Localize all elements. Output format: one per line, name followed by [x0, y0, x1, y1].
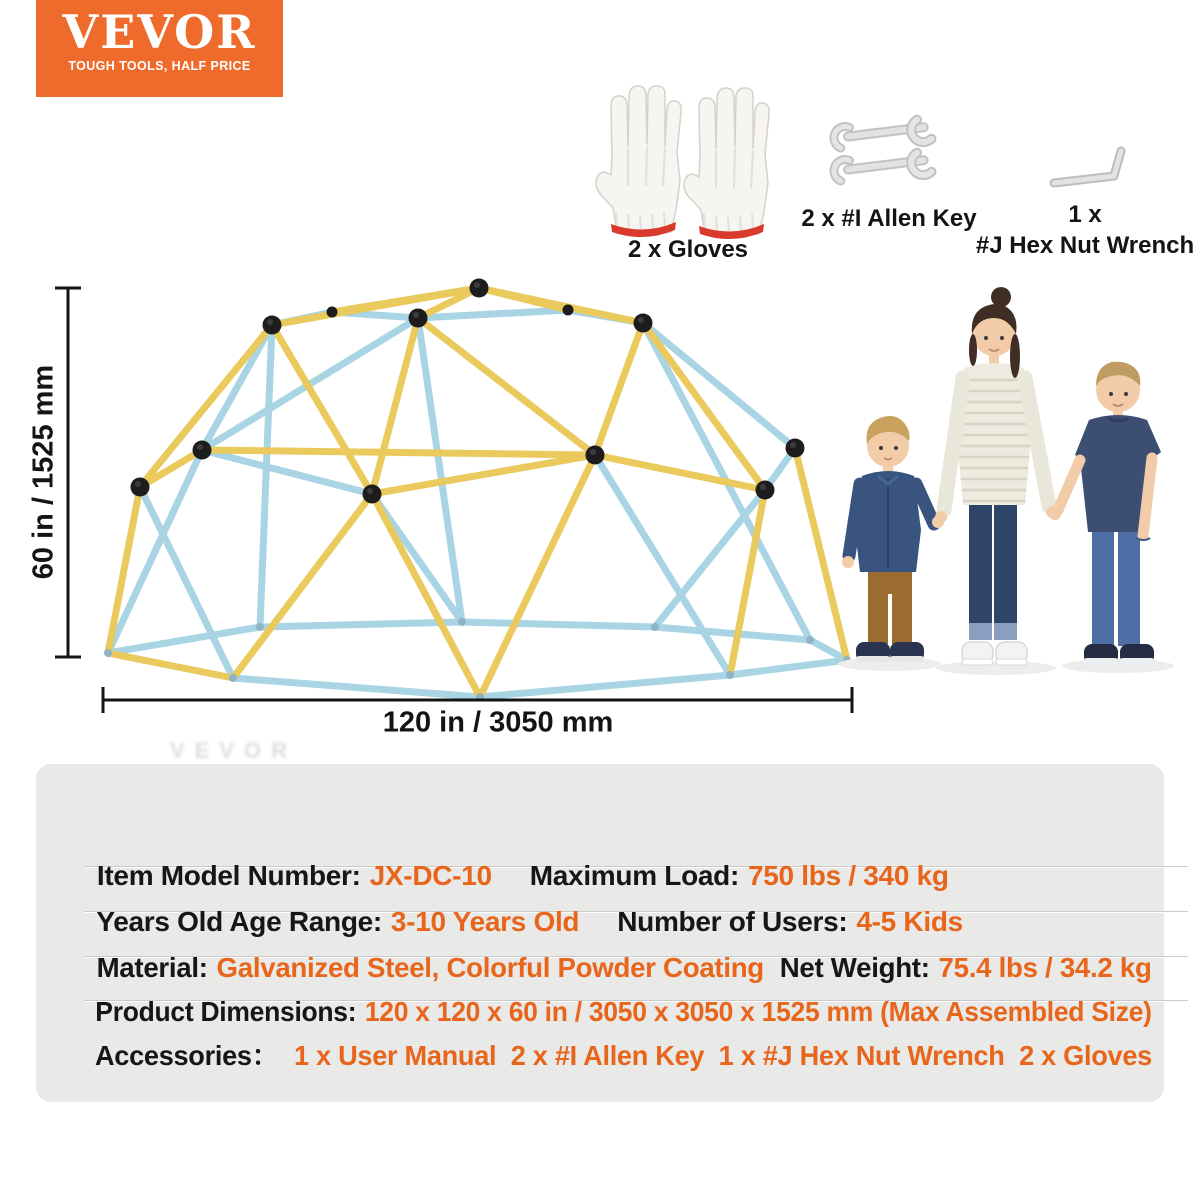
allen-key-icon — [833, 119, 932, 182]
gloves-label: 2 x Gloves — [627, 236, 749, 263]
spec-value: 750 lbs / 340 kg — [747, 860, 949, 891]
climbing-dome-illustration — [108, 288, 847, 697]
girl — [935, 287, 1058, 665]
spec-label: Net Weight: — [779, 952, 930, 983]
hex-wrench-icon — [1054, 151, 1121, 183]
hex-wrench-qty-label: 1 x — [1068, 201, 1102, 228]
spec-label: Maximum Load: — [529, 860, 739, 891]
width-dimension-label: 120 in / 3050 mm — [382, 706, 614, 739]
gloves-icon — [596, 86, 769, 239]
brand-name: VEVOR — [62, 5, 257, 59]
spec-label: Item Model Number: — [96, 860, 361, 891]
spec-row-accessories — [67, 1006, 1152, 1105]
height-dimension-label: 60 in / 1525 mm — [27, 364, 60, 580]
spec-label: Material: — [96, 952, 208, 983]
toddler-boy — [842, 416, 944, 662]
spec-value: 75.4 lbs / 34.2 kg — [938, 952, 1152, 983]
spec-value: JX-DC-10 — [369, 860, 492, 891]
spec-label: Years Old Age Range: — [96, 906, 382, 937]
spec-value: 3-10 Years Old — [390, 906, 580, 937]
brand-tagline: TOUGH TOOLS, HALF PRICE — [68, 59, 251, 73]
spec-value: 120 x 120 x 60 in / 3050 x 3050 x 1525 mm (Max Assembled Size) — [364, 996, 1152, 1027]
spec-value: 1 x User Manual 2 x #I Allen Key 1 x #J Hex Nut Wrench 2 x Gloves — [294, 1040, 1152, 1071]
spec-value: 4-5 Kids — [856, 906, 963, 937]
watermark: VEVOR — [170, 738, 298, 763]
children-photo — [838, 287, 1174, 675]
spec-label: Number of Users: — [617, 906, 848, 937]
allen-key-label: 2 x #I Allen Key — [801, 205, 977, 232]
spec-value: Galvanized Steel, Colorful Powder Coating — [216, 952, 764, 983]
hex-wrench-name-label: #J Hex Nut Wrench — [975, 232, 1195, 259]
boy — [1049, 362, 1161, 664]
spec-label: Product Dimensions: — [95, 996, 357, 1027]
spec-label: Accessories： — [94, 1040, 279, 1071]
